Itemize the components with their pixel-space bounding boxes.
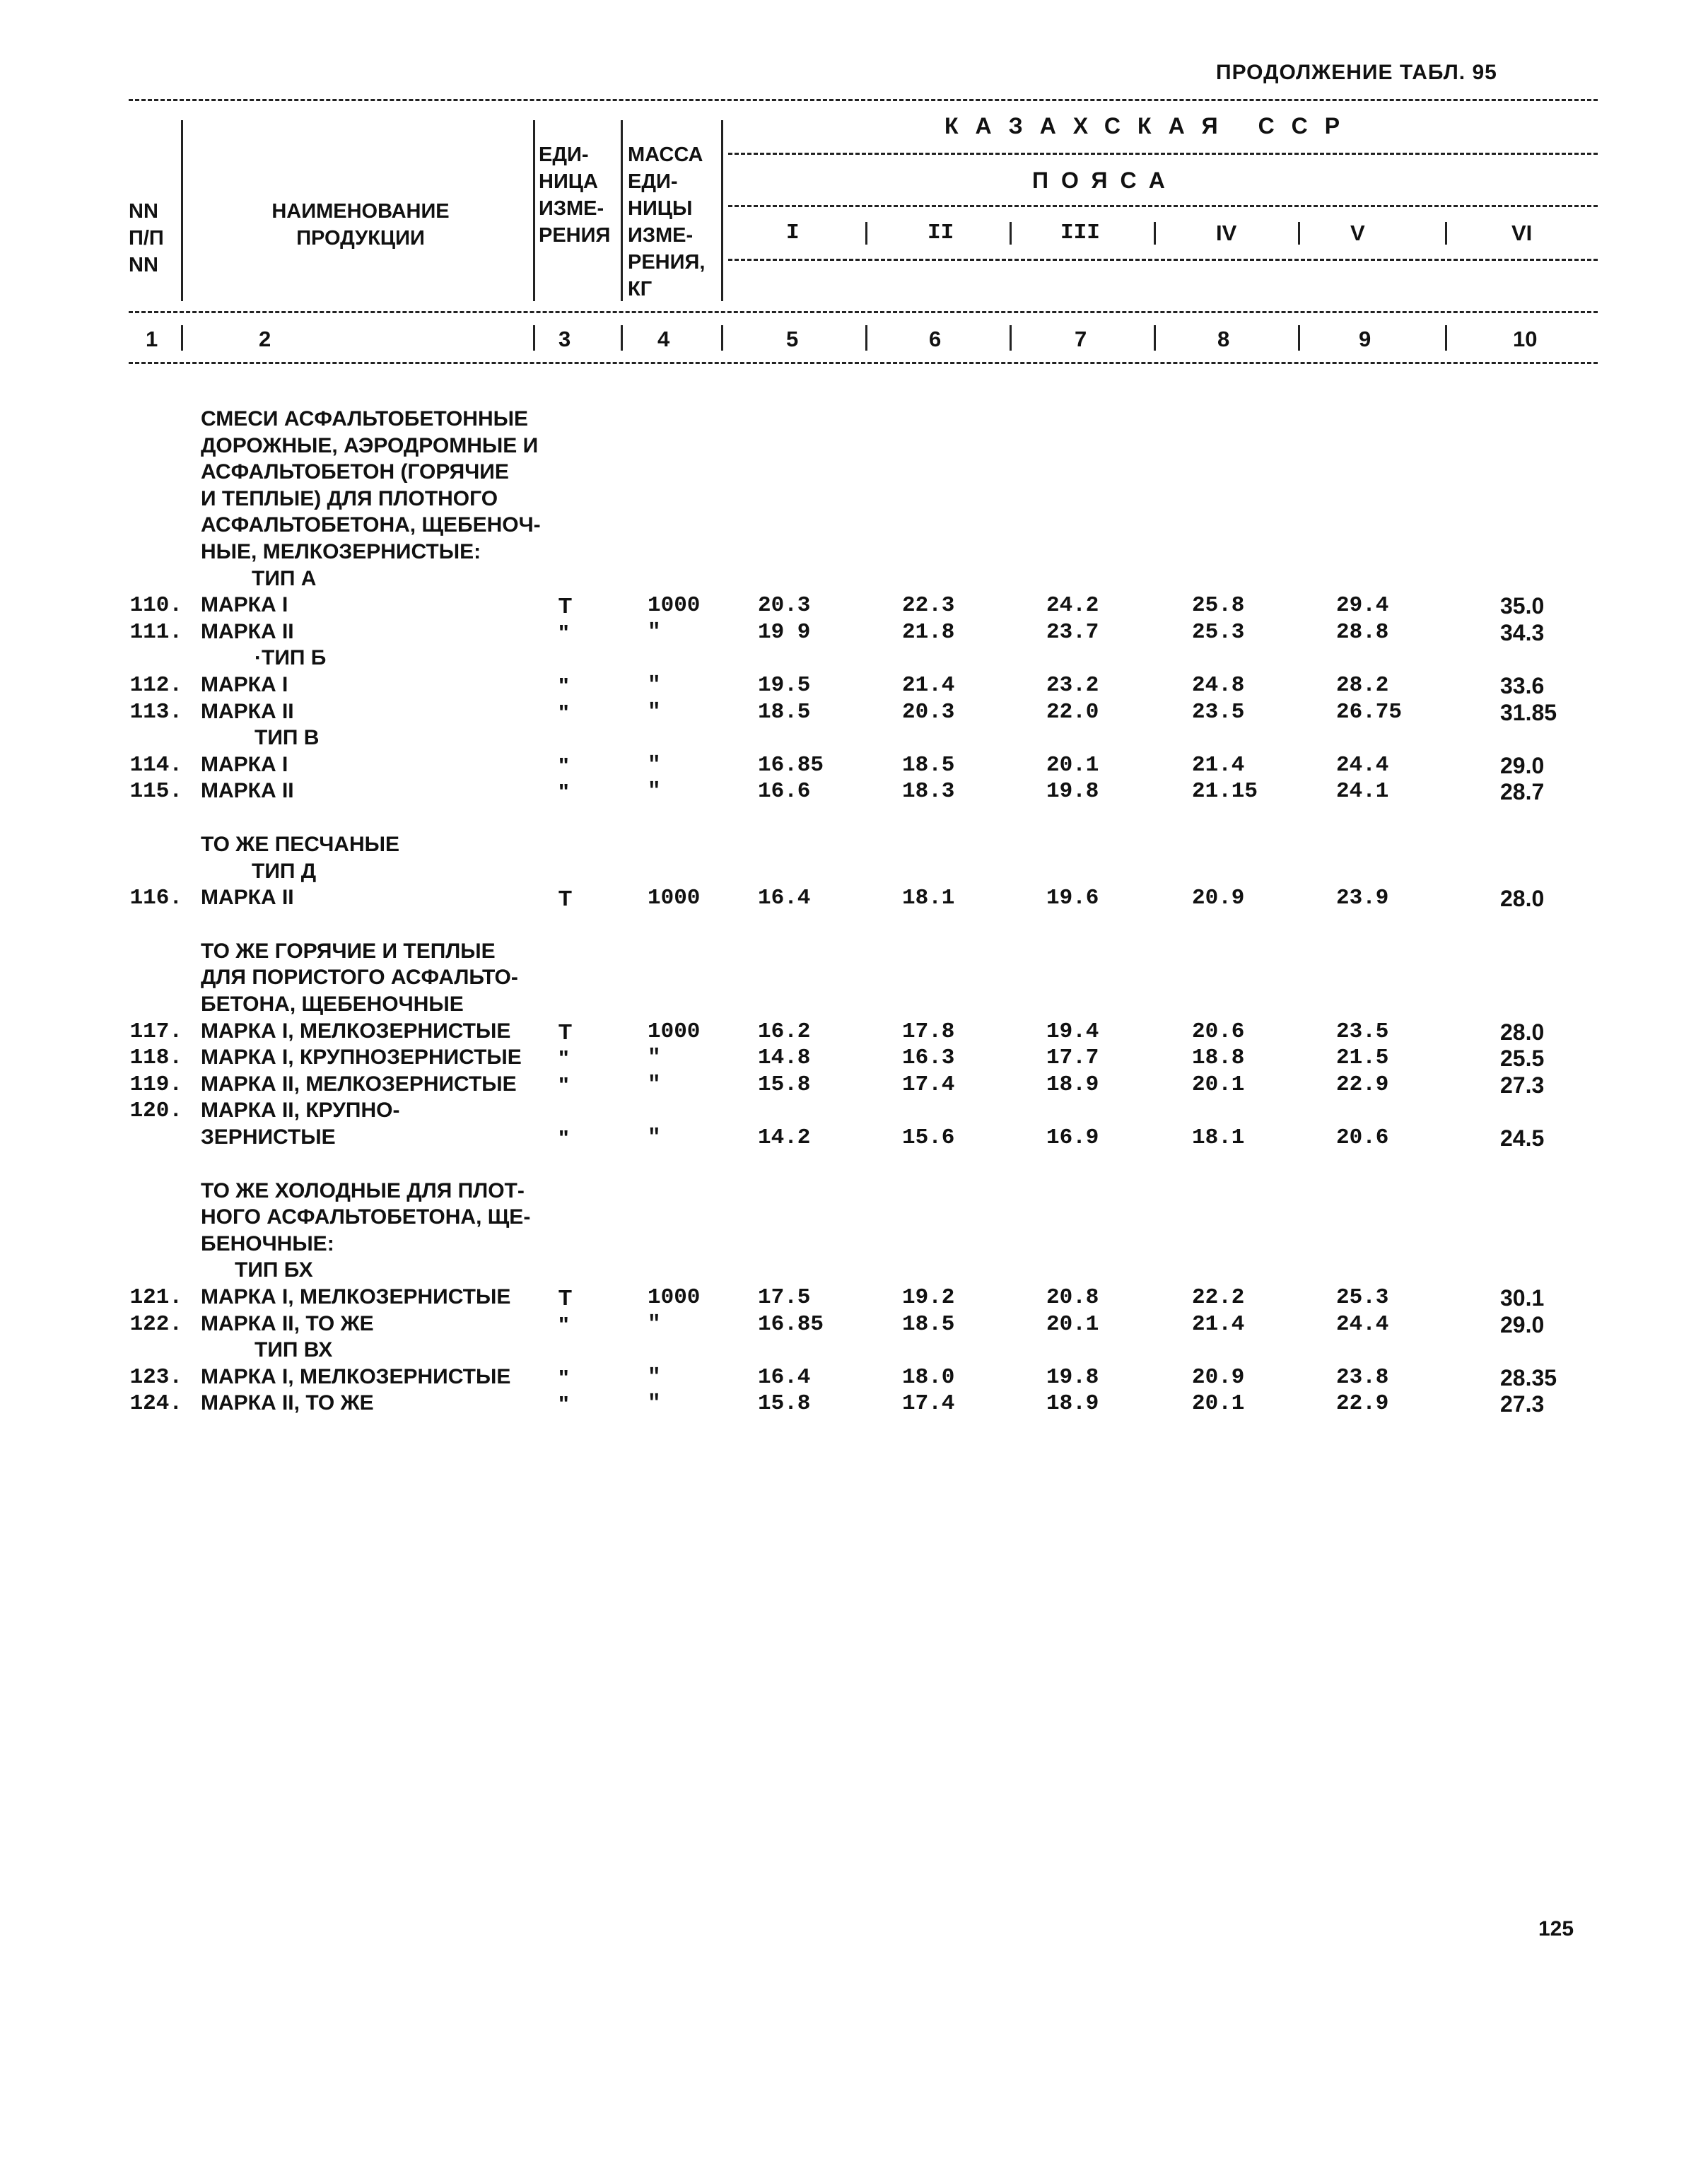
vline-colnum [621, 325, 623, 351]
price-belt-4: 20.6 [1192, 1019, 1245, 1044]
belt-label-1: I [786, 221, 800, 245]
product-name: МАРКА I, МЕЛКОЗЕРНИСТЫЕ [201, 1285, 511, 1309]
header-name-line: ПРОДУКЦИИ [296, 227, 425, 250]
group-heading-line: ТИП А [252, 566, 317, 590]
header-nn-line: NN [129, 200, 158, 223]
rule-region [728, 153, 1598, 155]
price-belt-6: 29.0 [1500, 1311, 1545, 1337]
price-belt-1: 16.2 [758, 1019, 811, 1044]
price-belt-5: 28.8 [1336, 619, 1389, 645]
price-belt-2: 18.0 [902, 1364, 955, 1390]
price-belt-1: 16.6 [758, 779, 811, 804]
subtype-heading: ТИП ВХ [255, 1338, 333, 1362]
vline-colnum [865, 325, 867, 351]
vline-belt [1445, 222, 1447, 245]
table-row [0, 620, 1708, 647]
table-row [0, 1072, 1708, 1099]
product-name: МАРКА I [201, 673, 288, 696]
row-number: 120. [129, 1099, 182, 1124]
unit-cell: " [558, 779, 569, 804]
mass-cell: " [648, 1311, 661, 1337]
header-mass-line: МАССА [628, 144, 703, 166]
mass-cell: 1000 [648, 886, 701, 911]
belt-label-6: VI [1511, 221, 1533, 245]
price-belt-5: 24.4 [1336, 1311, 1389, 1337]
table-row [0, 1391, 1708, 1418]
row-number: 124. [129, 1391, 182, 1417]
col-num: 5 [786, 327, 799, 351]
rule-belt-labels [728, 259, 1598, 261]
price-belt-2: 20.3 [902, 699, 955, 725]
vline-belt [865, 222, 867, 245]
price-belt-4: 18.1 [1192, 1125, 1245, 1150]
price-belt-1: 20.3 [758, 593, 811, 619]
unit-cell: Т [558, 886, 572, 911]
unit-cell: " [558, 1046, 569, 1071]
table-row [0, 673, 1708, 700]
price-belt-5: 21.5 [1336, 1046, 1389, 1071]
header-mass-line: ЕДИ- [628, 170, 678, 193]
header-mass-line: ИЗМЕ- [628, 224, 694, 247]
price-belt-3: 20.1 [1046, 1311, 1099, 1337]
header-nn-line: NN [129, 254, 158, 276]
price-belt-5: 23.8 [1336, 1364, 1389, 1390]
table-row [0, 593, 1708, 620]
vline-name [533, 120, 535, 301]
belt-label-2: II [928, 221, 954, 245]
vline-belt [1298, 222, 1300, 245]
price-belt-3: 24.2 [1046, 593, 1099, 619]
price-belt-2: 18.1 [902, 886, 955, 911]
belt-label-4: IV [1216, 221, 1237, 245]
price-belt-4: 23.5 [1192, 699, 1245, 725]
price-belt-2: 18.5 [902, 1311, 955, 1337]
group-heading-line: СМЕСИ АСФАЛЬТОБЕТОННЫЕ [201, 407, 528, 431]
price-belt-6: 35.0 [1500, 593, 1545, 619]
row-number: 112. [129, 673, 182, 698]
header-unit-line: ЕДИ- [539, 144, 589, 166]
price-belt-3: 19.4 [1046, 1019, 1099, 1044]
group-heading-line: ТО ЖЕ ХОЛОДНЫЕ ДЛЯ ПЛОТ- [201, 1178, 525, 1202]
product-name: МАРКА I, МЕЛКОЗЕРНИСТЫЕ [201, 1019, 511, 1043]
mass-cell: " [648, 1364, 661, 1390]
product-name: МАРКА I [201, 593, 288, 617]
table-row [0, 1365, 1708, 1392]
price-belt-3: 19.8 [1046, 1364, 1099, 1390]
group-heading-line: ДОРОЖНЫЕ, АЭРОДРОМНЫЕ И [201, 433, 539, 457]
price-belt-5: 23.9 [1336, 886, 1389, 911]
price-belt-4: 22.2 [1192, 1285, 1245, 1310]
mass-cell: " [648, 1072, 661, 1097]
price-belt-2: 21.8 [902, 619, 955, 645]
price-belt-4: 25.3 [1192, 619, 1245, 645]
price-belt-5: 29.4 [1336, 593, 1389, 619]
vline-belt [1010, 222, 1012, 245]
price-belt-3: 18.9 [1046, 1072, 1099, 1097]
unit-cell: Т [558, 1285, 572, 1310]
row-number: 115. [129, 779, 182, 804]
col-num: 9 [1359, 327, 1371, 351]
group-heading-line: ТО ЖЕ ГОРЯЧИЕ И ТЕПЛЫЕ [201, 939, 496, 963]
product-name: МАРКА II, КРУПНО- [201, 1099, 400, 1123]
mass-cell: " [648, 1391, 661, 1417]
vline-mass [721, 120, 723, 301]
price-belt-2: 16.3 [902, 1046, 955, 1071]
price-belt-5: 26.75 [1336, 699, 1403, 725]
price-belt-1: 16.85 [758, 1311, 824, 1337]
mass-cell: 1000 [648, 1285, 701, 1310]
price-belt-6: 29.0 [1500, 752, 1545, 778]
price-belt-3: 19.8 [1046, 779, 1099, 804]
product-name: МАРКА II [201, 779, 294, 803]
price-belt-6: 28.0 [1500, 886, 1545, 912]
table-row [0, 1046, 1708, 1072]
table-row [0, 1285, 1708, 1312]
row-number: 114. [129, 752, 182, 778]
vline-colnum [1154, 325, 1156, 351]
price-belt-1: 14.8 [758, 1046, 811, 1071]
price-belt-3: 23.7 [1046, 619, 1099, 645]
price-belt-4: 18.8 [1192, 1046, 1245, 1071]
header-name [191, 198, 530, 252]
vline-colnum [181, 325, 183, 351]
col-num: 7 [1075, 327, 1087, 351]
row-number: 111. [129, 619, 182, 645]
header-unit-line: РЕНИЯ [539, 224, 611, 247]
price-belt-2: 17.4 [902, 1391, 955, 1417]
belt-label-5: V [1350, 221, 1365, 245]
unit-cell: " [558, 1125, 569, 1150]
group-heading-line: БЕТОНА, ЩЕБЕНОЧНЫЕ [201, 993, 464, 1016]
header-mass-line: РЕНИЯ, [628, 251, 706, 274]
vline-belt [1154, 222, 1156, 245]
group-heading-line: БЕНОЧНЫЕ: [201, 1231, 334, 1255]
mass-cell: " [648, 673, 661, 698]
row-number: 118. [129, 1046, 182, 1071]
group-heading-line: АСФАЛЬТОБЕТОН (ГОРЯЧИЕ [201, 460, 509, 484]
row-number: 113. [129, 699, 182, 725]
product-name: МАРКА II [201, 886, 294, 910]
product-name: МАРКА II, ТО ЖЕ [201, 1311, 374, 1335]
group-heading-line: НЫЕ, МЕЛКОЗЕРНИСТЫЕ: [201, 540, 481, 563]
table-caption: ПРОДОЛЖЕНИЕ ТАБЛ. 95 [1216, 61, 1497, 84]
price-belt-4: 20.1 [1192, 1072, 1245, 1097]
group-heading-line: ТИП Д [252, 859, 317, 883]
rule-top [129, 99, 1598, 101]
price-belt-6: 27.3 [1500, 1391, 1545, 1417]
price-belt-6: 27.3 [1500, 1072, 1545, 1098]
table-row [0, 1125, 1708, 1152]
price-belt-1: 15.8 [758, 1391, 811, 1417]
price-belt-1: 19 9 [758, 619, 811, 645]
vline-colnum [1298, 325, 1300, 351]
price-belt-5: 24.4 [1336, 752, 1389, 778]
belts-title: ПОЯСА [1032, 168, 1178, 193]
vline-unit [621, 120, 623, 301]
row-number: 110. [129, 593, 182, 619]
product-name: МАРКА II [201, 619, 294, 643]
price-belt-1: 15.8 [758, 1072, 811, 1097]
row-number: 121. [129, 1285, 182, 1310]
header-nn-line: П/П [129, 227, 164, 250]
table-row [0, 700, 1708, 727]
price-belt-1: 16.85 [758, 752, 824, 778]
group-heading-line: ТИП БХ [235, 1258, 313, 1282]
price-belt-1: 14.2 [758, 1125, 811, 1150]
product-name: МАРКА I, МЕЛКОЗЕРНИСТЫЕ [201, 1364, 511, 1388]
vline-colnum [1010, 325, 1012, 351]
price-belt-5: 22.9 [1336, 1072, 1389, 1097]
belt-label-3: III [1060, 221, 1100, 245]
price-belt-4: 20.9 [1192, 1364, 1245, 1390]
col-num: 2 [259, 327, 271, 351]
price-belt-3: 20.1 [1046, 752, 1099, 778]
price-belt-6: 30.1 [1500, 1285, 1545, 1311]
product-name: МАРКА II, МЕЛКОЗЕРНИСТЫЕ [201, 1072, 517, 1096]
col-num: 1 [146, 327, 158, 351]
col-num: 10 [1513, 327, 1538, 351]
group-heading-line: И ТЕПЛЫЕ) ДЛЯ ПЛОТНОГО [201, 486, 498, 510]
price-belt-1: 16.4 [758, 886, 811, 911]
price-belt-2: 22.3 [902, 593, 955, 619]
price-belt-1: 17.5 [758, 1285, 811, 1310]
unit-cell: " [558, 699, 569, 725]
unit-cell: " [558, 1311, 569, 1337]
price-belt-6: 28.0 [1500, 1019, 1545, 1045]
price-belt-3: 18.9 [1046, 1391, 1099, 1417]
price-belt-2: 15.6 [902, 1125, 955, 1150]
mass-cell: " [648, 1046, 661, 1071]
price-belt-1: 16.4 [758, 1364, 811, 1390]
price-belt-2: 21.4 [902, 673, 955, 698]
price-belt-5: 25.3 [1336, 1285, 1389, 1310]
mass-cell: " [648, 752, 661, 778]
price-belt-6: 34.3 [1500, 619, 1545, 645]
price-belt-1: 19.5 [758, 673, 811, 698]
mass-cell: " [648, 619, 661, 645]
product-name: МАРКА II, ТО ЖЕ [201, 1391, 374, 1415]
row-number: 122. [129, 1311, 182, 1337]
price-belt-5: 23.5 [1336, 1019, 1389, 1044]
price-belt-5: 24.1 [1336, 779, 1389, 804]
price-belt-4: 20.9 [1192, 886, 1245, 911]
table-row [0, 886, 1708, 913]
price-belt-3: 22.0 [1046, 699, 1099, 725]
group-heading-line: ДЛЯ ПОРИСТОГО АСФАЛЬТО- [201, 966, 518, 990]
unit-cell: " [558, 1391, 569, 1417]
unit-cell: " [558, 1072, 569, 1097]
price-belt-5: 22.9 [1336, 1391, 1389, 1417]
row-number: 117. [129, 1019, 182, 1044]
header-mass-line: НИЦЫ [628, 197, 693, 220]
product-name: МАРКА II [201, 699, 294, 723]
col-num: 3 [558, 327, 571, 351]
header-mass [628, 141, 720, 303]
price-belt-2: 18.5 [902, 752, 955, 778]
rule-header-bottom [129, 311, 1598, 313]
table-row [0, 1019, 1708, 1046]
vline-nn [181, 120, 183, 301]
product-name: МАРКА I, КРУПНОЗЕРНИСТЫЕ [201, 1046, 522, 1070]
rule-colnum-bottom [129, 362, 1598, 364]
price-belt-3: 19.6 [1046, 886, 1099, 911]
header-mass-line: КГ [628, 278, 653, 300]
price-belt-2: 17.4 [902, 1072, 955, 1097]
price-belt-6: 28.7 [1500, 779, 1545, 805]
header-unit [539, 141, 621, 249]
page-number: 125 [1538, 1917, 1574, 1940]
col-num: 4 [657, 327, 670, 351]
table-row [0, 779, 1708, 806]
header-unit-line: ИЗМЕ- [539, 197, 604, 220]
row-number: 116. [129, 886, 182, 911]
unit-cell: " [558, 752, 569, 778]
price-belt-4: 24.8 [1192, 673, 1245, 698]
unit-cell: " [558, 1364, 569, 1390]
header-nn [129, 198, 178, 279]
price-belt-6: 24.5 [1500, 1125, 1545, 1151]
group-heading-line: ТО ЖЕ ПЕСЧАНЫЕ [201, 833, 399, 856]
price-belt-4: 21.4 [1192, 1311, 1245, 1337]
group-heading-line: АСФАЛЬТОБЕТОНА, ЩЕБЕНОЧ- [201, 513, 541, 537]
table-row [0, 1099, 1708, 1125]
price-belt-3: 23.2 [1046, 673, 1099, 698]
vline-colnum [721, 325, 723, 351]
price-belt-4: 20.1 [1192, 1391, 1245, 1417]
price-belt-6: 31.85 [1500, 699, 1557, 725]
price-belt-2: 18.3 [902, 779, 955, 804]
price-belt-2: 19.2 [902, 1285, 955, 1310]
mass-cell: 1000 [648, 1019, 701, 1044]
rule-belts [728, 205, 1598, 207]
price-belt-4: 21.15 [1192, 779, 1258, 804]
col-num: 8 [1217, 327, 1230, 351]
product-name: МАРКА I [201, 752, 288, 776]
price-belt-6: 28.35 [1500, 1364, 1557, 1391]
mass-cell: " [648, 779, 661, 804]
price-belt-4: 25.8 [1192, 593, 1245, 619]
vline-colnum [1445, 325, 1447, 351]
price-belt-3: 16.9 [1046, 1125, 1099, 1150]
price-belt-3: 20.8 [1046, 1285, 1099, 1310]
table-row [0, 1312, 1708, 1339]
subtype-heading: ·ТИП Б [255, 646, 327, 670]
mass-cell: " [648, 1125, 661, 1150]
price-belt-4: 21.4 [1192, 752, 1245, 778]
unit-cell: Т [558, 593, 572, 619]
header-name-line: НАИМЕНОВАНИЕ [271, 200, 450, 223]
price-belt-5: 20.6 [1336, 1125, 1389, 1150]
price-belt-1: 18.5 [758, 699, 811, 725]
unit-cell: " [558, 673, 569, 698]
table-row [0, 753, 1708, 780]
row-number: 123. [129, 1364, 182, 1390]
region-title: КАЗАХСКАЯ ССР [944, 113, 1357, 139]
row-number: 119. [129, 1072, 182, 1097]
mass-cell: 1000 [648, 593, 701, 619]
price-belt-6: 33.6 [1500, 673, 1545, 698]
unit-cell: " [558, 619, 569, 645]
mass-cell: " [648, 699, 661, 725]
price-belt-3: 17.7 [1046, 1046, 1099, 1071]
header-unit-line: НИЦА [539, 170, 598, 193]
subtype-heading: ТИП В [255, 726, 320, 750]
group-heading-line: НОГО АСФАЛЬТОБЕТОНА, ЩЕ- [201, 1205, 531, 1229]
price-belt-6: 25.5 [1500, 1046, 1545, 1072]
vline-colnum [533, 325, 535, 351]
col-num: 6 [929, 327, 942, 351]
price-belt-2: 17.8 [902, 1019, 955, 1044]
price-belt-5: 28.2 [1336, 673, 1389, 698]
product-name: ЗЕРНИСТЫЕ [201, 1125, 336, 1149]
unit-cell: Т [558, 1019, 572, 1044]
